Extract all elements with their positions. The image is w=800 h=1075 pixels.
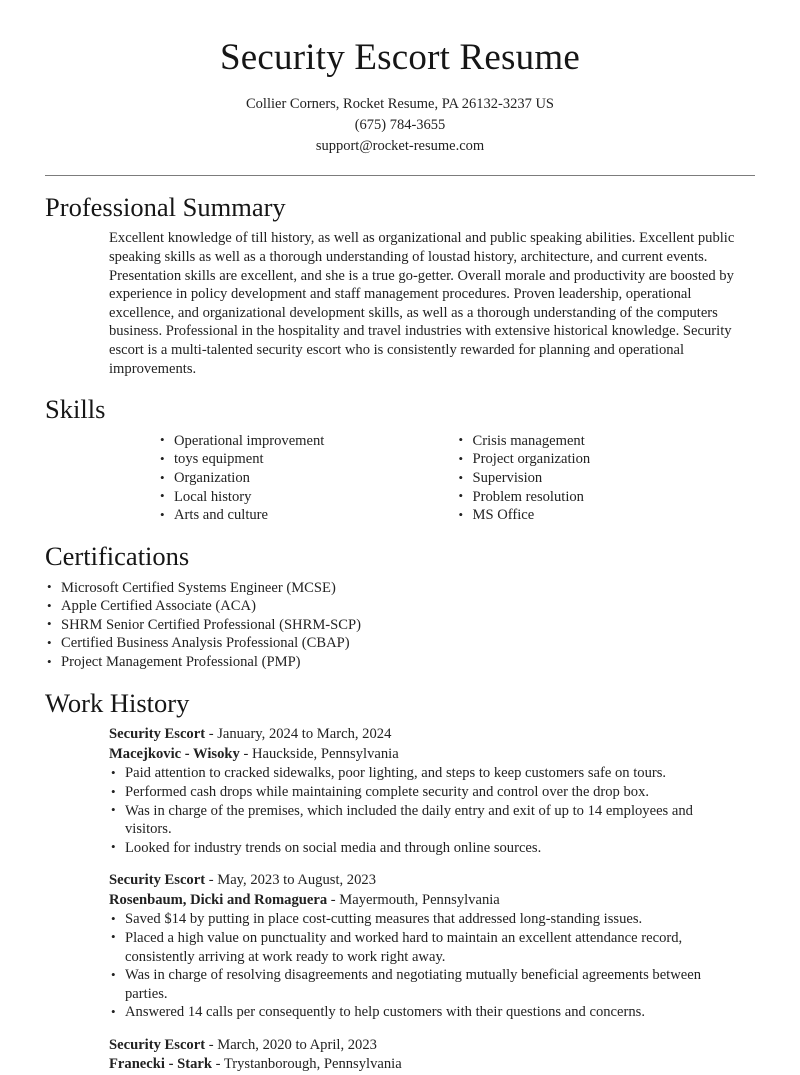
section-work-history: [45, 688, 755, 1075]
job-dates: - May, 2023 to August, 2023: [205, 872, 376, 889]
job-company: Franecki - Stark: [109, 1056, 212, 1073]
job-bullet-item: • Looked for industry trends on social media and through online sources.: [109, 839, 705, 858]
page-title: Security Escort Resume: [220, 37, 580, 78]
certification-item: • Apple Certified Associate (ACA): [45, 597, 755, 616]
job-bullet-list: [109, 764, 755, 857]
work-history-entry: [109, 871, 755, 1022]
job-title: Security Escort: [109, 872, 206, 889]
job-company-line: [109, 1055, 755, 1075]
job-bullet-item: • Saved $14 by putting in place cost-cutting measures that addressed long-standing issues.: [109, 910, 705, 929]
summary-body: [45, 229, 755, 378]
skill-item: • toys equipment: [158, 450, 457, 469]
job-title-line: [109, 725, 755, 745]
certification-item: • SHRM Senior Certified Professional (SHRM-SCP): [45, 616, 755, 635]
section-professional-summary: [45, 192, 755, 379]
summary-paragraph: Excellent knowledge of till history, as well as organizational and public speaking abilities. Excellent public speaking skills as well as a thorough understanding of loustad history, architecture, and current events. Presentation skills are excellent, and she is a true go-getter. Overall morale and productivity are boosted by experience in policy development and staff management procedures. Proven leadership, operational excellence, and organizational development skills, as well as a thorough understanding of the computers business. Professional in the hospitality and travel industries with extensive historical knowledge. Security escort is a multi-talented security escort who is consistently rewarded for planning and operational improvements.: [109, 230, 735, 377]
section-title-skills: Skills: [45, 394, 106, 425]
job-bullet-item: • Answered 14 calls per consequently to help customers with their questions and concerns.: [109, 1003, 705, 1022]
job-title-line: [109, 871, 755, 891]
job-company-line: [109, 891, 755, 911]
job-title: Security Escort: [109, 1036, 206, 1053]
job-title-line: [109, 1036, 755, 1056]
job-location: - Hauckside, Pennsylvania: [239, 745, 399, 762]
job-title: Security Escort: [109, 726, 206, 743]
job-bullet-item: • Paid attention to cracked sidewalks, poor lighting, and steps to keep customers safe on tours.: [109, 764, 705, 783]
certification-item: • Certified Business Analysis Professional (CBAP): [45, 634, 755, 653]
job-bullet-item: • Was in charge of resolving disagreements and negotiating mutually beneficial agreements between parties.: [109, 966, 705, 1003]
job-dates: - January, 2024 to March, 2024: [205, 726, 392, 743]
job-company: Rosenbaum, Dicki and Romaguera: [109, 891, 328, 908]
contact-address: Collier Corners, Rocket Resume, PA 26132-3237 US: [246, 95, 554, 112]
job-location: - Trystanborough, Pennsylvania: [211, 1056, 402, 1073]
section-title-work-history: Work History: [45, 687, 190, 718]
work-history-entry: [109, 725, 755, 857]
contact-phone: (675) 784-3655: [354, 116, 446, 133]
contact-block: [45, 94, 755, 157]
skill-item: • Organization: [158, 469, 457, 488]
job-bullet-item: • Was in charge of the premises, which included the daily entry and exit of up to 14 employees and visitors.: [109, 802, 705, 839]
job-bullet-item: • Performed cash drops while maintaining complete security and control over the drop box.: [109, 783, 705, 802]
header-divider: [45, 175, 755, 176]
job-bullet-list: [109, 910, 755, 1022]
skill-item: • Project organization: [457, 450, 756, 469]
job-dates: - March, 2020 to April, 2023: [205, 1036, 377, 1053]
job-company-line: [109, 745, 755, 765]
skills-column-right: [457, 432, 756, 525]
skill-item: • Crisis management: [457, 432, 756, 451]
skill-item: • MS Office: [457, 506, 756, 525]
work-history-entry: [109, 1036, 755, 1075]
skill-item: • Operational improvement: [158, 432, 457, 451]
job-location: - Mayermouth, Pennsylvania: [327, 891, 500, 908]
job-company: Macejkovic - Wisoky: [109, 745, 240, 762]
section-certifications: [45, 541, 755, 672]
skill-item: • Supervision: [457, 469, 756, 488]
skill-item: • Arts and culture: [158, 506, 457, 525]
section-title-certifications: Certifications: [45, 540, 190, 571]
job-bullet-item: • Placed a high value on punctuality and worked hard to maintain an excellent attendance record, consistently arriving at work ready to work right away.: [109, 929, 705, 966]
contact-email: support@rocket-resume.com: [315, 137, 485, 154]
skill-item: • Local history: [158, 488, 457, 507]
skill-item: • Problem resolution: [457, 488, 756, 507]
certifications-list: [45, 579, 755, 672]
skills-columns: [45, 432, 755, 525]
certification-item: • Microsoft Certified Systems Engineer (MCSE): [45, 579, 755, 598]
work-history-list: [45, 725, 755, 1075]
skills-column-left: [158, 432, 457, 525]
section-skills: [45, 394, 755, 525]
certification-item: • Project Management Professional (PMP): [45, 653, 755, 672]
section-title-professional-summary: Professional Summary: [45, 191, 286, 222]
